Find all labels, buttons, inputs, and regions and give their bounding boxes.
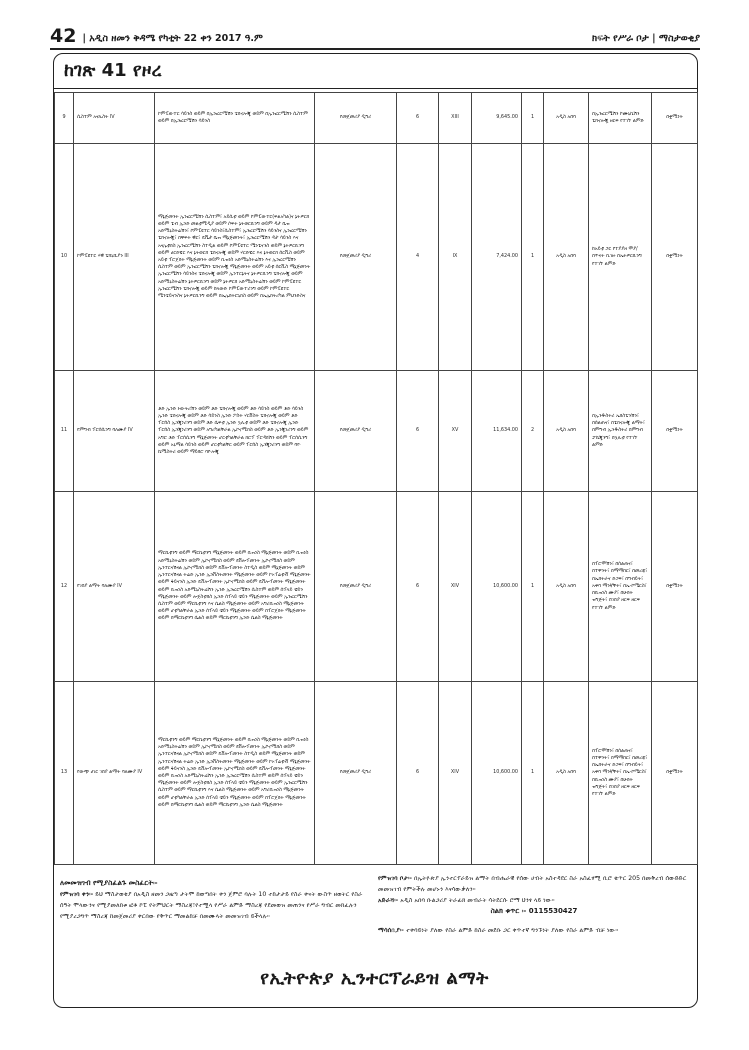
address-label: አድራሻ፡- xyxy=(378,897,399,904)
field-of-study: ኮምፒውተር ሳይንስ ወይም በኢንፎርሜሽን ቴክኖሎጂ ወይም በኢንፎርሜሽን ሲስተም ወይም በኢንፎርሜሽን ሳይንስ xyxy=(155,93,315,144)
education-level: የመጀመሪያ ዲግሪ xyxy=(315,93,397,144)
table-row xyxy=(55,682,698,865)
employment-type: በቋሚነት xyxy=(652,492,698,682)
quantity: 1 xyxy=(522,93,544,144)
quantity: 1 xyxy=(522,144,544,371)
employment-type: በቋሚነት xyxy=(652,371,698,492)
salary: 10,600.00 xyxy=(472,492,522,682)
quantity: 1 xyxy=(522,492,544,682)
job-grade: IX xyxy=(439,144,472,371)
employment-type: በቋሚነት xyxy=(652,93,698,144)
experience-required: ከአይቲ ጋር የተያያዘ ሞያ/በጥናት ቢገዙ በኤትዎርኪንግ የተገኘ ልምድ xyxy=(589,144,652,371)
quantity: 1 xyxy=(522,682,544,865)
masthead-divider xyxy=(50,48,700,50)
work-location: አዲስ አበባ xyxy=(544,682,589,865)
registration-date-text: ይህ ማስታወቂያ በአዲስ ዘመን ጋዜጣ ታትሞ ከወጣበት ቀን ጀምሮ ባሉት 10 ተከታታይ የስራ ቀናት ውስጥ ዘወትር የስራ ሰዓት ሞላውንና የሚያመለክቱ ፎቶ ኮፒ የትምህርት ማስረጃ፣የተሟላ የሥራ ልምድ ማስረጃ የደመወዝ መጠንና የሥራ ግብር መክፈሉን የሚያረጋግጥ ማስረጃ ከመጀመሪያ ቀርበው የቅጥር ማመልከቻ በመሙላት መመዝገብ ይችላሉ፡፡ xyxy=(60,891,363,920)
venue-label: የምዝገባ ቦታ፡- xyxy=(378,875,412,882)
phone-number: ስልክ ቁጥር ፡- 0115530427 xyxy=(490,907,578,915)
experience-years: 4 xyxy=(397,144,439,371)
experience-years: 6 xyxy=(397,371,439,492)
field-of-study: ቶድ ኢንድ ኑውትሪሽን ወይም ቶድ ቴክኖሎጂ ወይም ቶድ ሳይንስ ወይም ቶድ ሳይንስ ኢንድ ቴክኖሎጂ ወይም ቶድ ሳይንስ ኢንድ ፖስት ሃርቨስት ቴክኖሎጂ ወይም ቶድ ፕሮሰስ ኢንጂነሪንግ ወይም ቶድ ሴፍቲ ኢንድ ኳሊቲ ወይም ቶድ ቴክኖሎጂ ኢንድ ፕሮሰስ ኢንጂነሪንግ ወይም አግሪካልቸራል ኢኮኖሚክስ ወይም ቶድ ኢንጂነሪንግ ወይም አግሮ ቶድ ፕሮሰሲንግ ማኔጅመንት ሆርቲካልቸራል ክሮፕ ፕሮዳክሽን ወይም ፕሮሰሲንግ ወይም አኒማል ሳይንስ ወይም ሆርቲካልቸር ወይም ፕሮሰስ ኢንጂነሪንግ ወይም ባዮ ኬሚስትሪ ወይም ማይክሮ ባዮሎጂ xyxy=(155,371,315,492)
salary: 7,424.00 xyxy=(472,144,522,371)
registration-venue xyxy=(378,873,690,895)
work-location: አዲስ አበባ xyxy=(544,371,589,492)
work-location: አዲስ አበባ xyxy=(544,144,589,371)
experience-required: በፕሮሞሽን፣ በሰልጠና፣ በተዋንት፣ በማማከር፣ በመረጃ፣ በኤክትራና ድጋፍ፣ በግብይት፣ አቀባ ማንኛቸት፣ በኤ-ኮሜርስ፣ በቢዝነስ ሙያ፣ በሁክት ዝግጅት፣ በገበያ ዘርፍ ዘርፍ የተገኘ ልምድ xyxy=(589,492,652,682)
quantity: 2 xyxy=(522,371,544,492)
education-level: የመጀመሪያ ዲግሪ xyxy=(315,682,397,865)
position-name: ሲስተም አናሊስት IV xyxy=(74,93,155,144)
salary: 11,634.00 xyxy=(472,371,522,492)
experience-years: 6 xyxy=(397,93,439,144)
experience-required: በፕሮሞሽን፣ በሰልጠና፣ በተዋንት፣ በማማከር፣ በመረጃ፣ በኤክትራና ድጋፍ፣ በግብይት፣ አቀባ ማንኛቸት፣ በኤ-ኮሜርስ፣ በቢዝነስ ሙያ፣ በሁክት ዝግጅት፣ በገበያ ዘርፍ ዘርፍ የተገኘ ልምድ xyxy=(589,682,652,865)
table-row xyxy=(55,492,698,682)
employment-type: በቋሚነት xyxy=(652,144,698,371)
registration-requirements xyxy=(60,878,370,922)
experience-years: 6 xyxy=(397,682,439,865)
table-row xyxy=(55,93,698,144)
row-number: 11 xyxy=(55,371,74,492)
requirements-heading: ለመመዝገብ የሚያስፈልጉ መስፈርት፡- xyxy=(60,879,158,887)
education-level: የመጀመሪያ ዲግሪ xyxy=(315,144,397,371)
experience-years: 6 xyxy=(397,492,439,682)
work-location: አዲስ አበባ xyxy=(544,93,589,144)
job-grade: XIV xyxy=(439,492,472,682)
field-of-study: ማርኬቲንግ ወይም ማርኬቲንግ ማኔጅመንት ወይም ቢዝነስ ማኔጅመንት ወይም ቢዝነስ አድሚኒስትሬሽን ወይም ኢኮኖሚክስ ወይም ደቨሎፕመንት ኢኮኖሚክስ ወይም ኢንተርናሽናል ኢኮኖሚክስ ወይም ዴቨሎፕመንት ስተዲስ ወይም ማኔጅመንት ወይም ኢንተርናሽናል ትሬድ ኢንድ ኢንቨስትመንት ማኔጅመንት ወይም ኮኦፐሬቲቭ ማኔጅመንት ወይም ፋይናንስ ኢንድ ዴቨሎፕመንት ኢኮኖሚክስ ወይም ዴቨሎፕመንት ማኔጅመንት ወይም ቢዝነስ አድሚኒስትሬሽን ኢንድ ኢንፎርሜሽን ሲስተም ወይም ሰፕላይ ቼይን ማኔጅመንት ወይም ሎጀስቲክስ ኢንድ ሰፕላይ ቼይን ማኔጅመንት ወይም ኢንፎርሜሽን ሲስተም ወይም ማርኬቲንግ እና ሴልስ ማኔጅመንት ወይም አግሪቢዝነስ ማኔጅመንት ወይም ሆቲካልቸራል ኢንድ ሰፕላይ ቼይን ማኔጅመንት ወይም በፕሮጀክት ማኔጅመንት ወይም በማርኬቲንግ ሴልስ ወይም ማርኬቲንግ ኢንድ ሴልስ ማኔጅመንት xyxy=(155,492,315,682)
position-name: የገበያ ልማት ባለሙያ IV xyxy=(74,492,155,682)
table-row xyxy=(55,371,698,492)
publication-info: | አዲስ ዘመን ቅዳሜ የካቲት 22 ቀን 2017 ዓ.ም xyxy=(82,33,263,44)
job-grade: XV xyxy=(439,371,472,492)
job-grade: XIV xyxy=(439,682,472,865)
notice-note xyxy=(378,925,690,936)
job-grade: XIII xyxy=(439,93,472,144)
position-name: ኮምፒዩተር ሃዊ ቴክኒሺያን III xyxy=(74,144,155,371)
registration-date-paragraph xyxy=(60,889,370,922)
field-of-study: ማኔጅመንት ኢንፎርሜሽን ሲስተም፣ አይሲቲ ወይም ኮምፒውተር(ፍልአካል)ና ኔትዎርክ ወይም ቴብ ኢንድ መልቲሚዲያ ወይም ሶፍት ኔትወርኪንግ ወይም ዳታ ቤዝ አድሚኒስትሬሽን፣ ኮምፒዩተር ሳይንስ፣ሲስተም፣ ኢንፎርሜሽን ሳይንስና ኢንፎርሜሽን ቴክኖሎጂ፣ በዋፍት ዊር፣ ዴቬታ ቤዝ ማኔጅመንት፣ ኢንፎርሜሽን ዳታ ሳይንስ እና አናሌቲክስ ኢንፎርሜሽን ስተዲል ወይም ኮምፒዩተር ሜንቴናንስ ወይም ኔትዎርኪንግ ወይም ሀርድዌር እና ኔትወርክ ቴክኖሎጂ ወይም ሃርድዌር እና ኔትወርክ ሰርቪስ ወይም አይቲ ፕሮጀክት ማኔጅመንት ወይም ቢዝነስ አድሚኒስትሬሽን እና ኢንፎርሜሽን ሲስተም ወይም ኢንፎርሜሽን ቴክኖሎጂ ማኔጅመንት ወይም አይቲ ሰርቪስ ማኔጅመንት ኢንፎርሜሽን ሳይንስና ቴክኖሎጂ ወይም ኢንተርኔትና ኔትዎርኪንግ ቴክኖሎጂ ወይም አድሚኒስትሬሽን ኔትዎርኪንግ ወይም ኔትዎርክ አድሚኒስትሬሽን ወይም ኮምፒዩተር ኢንፎርሜሽን ቴክኖሎጂ ወይም ከላውድ ኮምፒውተሪንግ ወይም ኮምፒዩተር ሜንቴይናንስና ኔትዎርኪንግ ወይም በኤሌክትሮኒክስ ወይም በኤሌክትሪካል ምህንድስና xyxy=(155,144,315,371)
education-level: የመጀመሪያ ዲግሪ xyxy=(315,371,397,492)
salary: 10,600.00 xyxy=(472,682,522,865)
contact-info xyxy=(378,873,690,936)
title-bar xyxy=(54,55,697,89)
field-of-study: ማርኬቲንግ ወይም ማርኬቲንግ ማኔጅመንት ወይም ቢዝነስ ማኔጅመንት ወይም ቢዝነስ አድሚኒስትሬሽን ወይም ኢኮኖሚክስ ወይም ደቨሎፕመንት ኢኮኖሚክስ ወይም ኢንተርናሽናል ኢኮኖሚክስ ወይም ዴቨሎፕመንት ስተዲስ ወይም ማኔጅመንት ወይም ኢንተርናሽናል ትሬድ ኢንድ ኢንቨስትመንት ማኔጅመንት ወይም ኮኦፐሬቲቭ ማኔጅመንት ወይም ፋይናንስ ኢንድ ዴቨሎፕመንት ኢኮኖሚክስ ወይም ዴቨሎፕመንት ማኔጅመንት ወይም ቢዝነስ አድሚኒስትሬሽን ኢንድ ኢንፎርሜሽን ሲስተም ወይም ሰፕላይ ቼይን ማኔጅመንት ወይም ሎጀስቲክስ ኢንድ ሰፕላይ ቼይን ማኔጅመንት ወይም ኢንፎርሜሽን ሲስተም ወይም ማርኬቲንግ እና ሴልስ ማኔጅመንት ወይም አግሪቢዝነስ ማኔጅመንት ወይም ሆቲካልቸራል ኢንድ ሰፕላይ ቼይን ማኔጅመንት ወይም በፕሮጀክት ማኔጅመንት ወይም በማርኬቲንግ ሴልስ ወይም ማርኬቲንግ ኢንድ ሴልስ ማኔጅመንት xyxy=(155,682,315,865)
page-number: 42 xyxy=(50,25,77,47)
address-line xyxy=(378,895,690,906)
note-label: ማሳሰቢያ፡- xyxy=(378,927,404,934)
experience-required: በኢንፎርሜሽን ኮሙኒኬሽን ቴክኖሎጂ ዘርፍ የተገኘ ልምድ xyxy=(589,93,652,144)
note-text: ተቀባይነት ያለው የስራ ልምድ ከስራ መደቡ ጋር ቀጥተኛ ግንኙነት ያለው የስራ ልምድ ብቻ ነው፡፡ xyxy=(405,927,619,934)
organization-name: የኢትዮጵያ ኢንተርፕራይዝ ልማት xyxy=(260,968,489,989)
table-row xyxy=(55,144,698,371)
section-name: ክፍት የሥራ ቦታ | ማስታወቂያ xyxy=(591,33,700,44)
registration-date-label: የምዝገባ ቀን፡- xyxy=(60,891,94,898)
row-number: 10 xyxy=(55,144,74,371)
vacancy-table xyxy=(54,92,698,865)
row-number: 9 xyxy=(55,93,74,144)
position-name: የውጭ ሀገር ገበያ ልማት ባለሙያ IV xyxy=(74,682,155,865)
salary: 9,645.00 xyxy=(472,93,522,144)
row-number: 13 xyxy=(55,682,74,865)
page-title: ከገጽ 41 የዞረ xyxy=(64,60,162,81)
employment-type: በቋሚነት xyxy=(652,682,698,865)
venue-text: በኢትዮጵያ ኢንተርፕራይዝ ልማት በብሔራዊ የሰው ሀብት አስተዳደር ስራ አስፈፃሚ ቢሮ ቁጥር 205 በመቅረብ ሰውድድር መመዝገብ የምትችሉ መሆኑን እናሳውቃለን፡፡ xyxy=(378,875,687,893)
position-name: የምግብ ፕሮሰሲንግ ባለሙያ IV xyxy=(74,371,155,492)
experience-required: በኢንዱስትሪ ኤክስቴንሽን፣ በሰልጠና፣ በቴክኖሎጂ ልማት፣ በምግብ ኢንዱስትሪ በምግብ ፓኬጂንግ፣ በኳሊቲ የተገኘ ልምድ xyxy=(589,371,652,492)
work-location: አዲስ አበባ xyxy=(544,492,589,682)
masthead xyxy=(50,26,700,46)
vacancy-rows xyxy=(55,93,698,865)
address-text: አዲስ አበባ ቡልጋሪያ ትራፊክ መብራት ሳትደርሱ ሮማ ህንፃ ላይ ነው፡፡ xyxy=(400,897,555,904)
education-level: የመጀመሪያ ዲግሪ xyxy=(315,492,397,682)
row-number: 12 xyxy=(55,492,74,682)
